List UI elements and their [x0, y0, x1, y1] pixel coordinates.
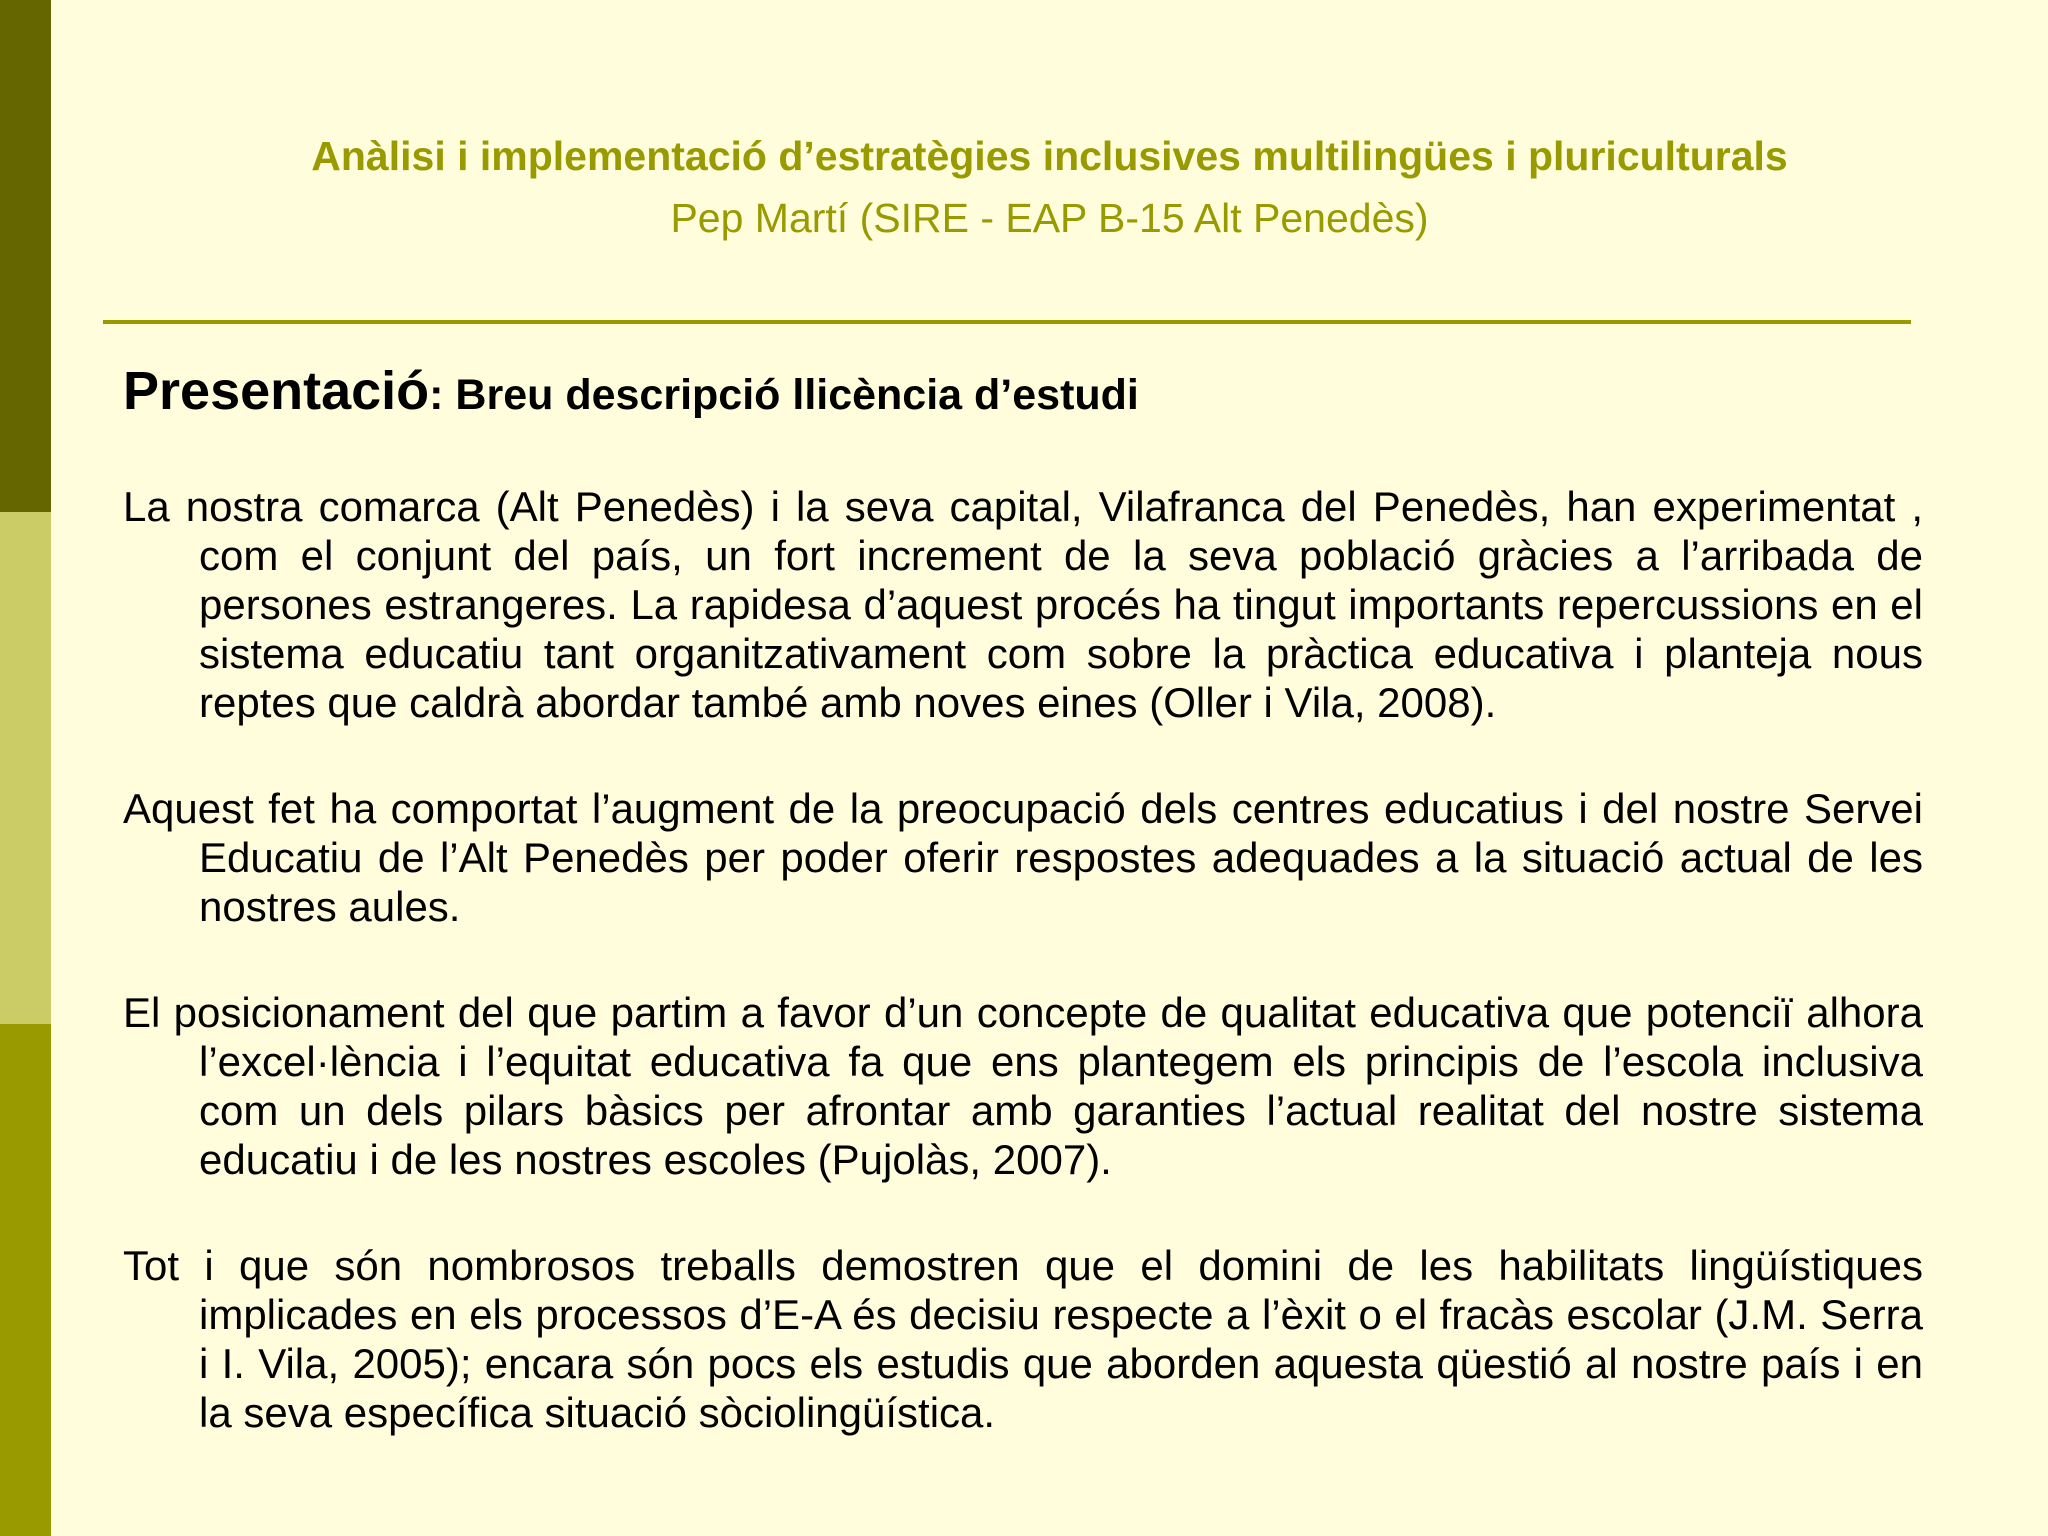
title-divider: [103, 320, 1911, 324]
paragraph-2: Aquest fet ha comportat l’augment de la preocupació dels centres educatius i del nostre Servei Educatiu de l’Alt Penedès per poder oferir respostes adequades a la situació actual de les nostres aules.: [123, 785, 1923, 930]
slide-title: Anàlisi i implementació d’estratègies inclusives multilingües i pluriculturals: [311, 133, 1788, 179]
side-bar-top: [0, 0, 51, 512]
paragraph-1: La nostra comarca (Alt Penedès) i la seva capital, Vilafranca del Penedès, han experimentat , com el conjunt del país, un fort increment de la seva població gràcies a l’arribada de persones estrangeres. La rapidesa d’aquest procés ha tingut importants repercussions en el sistema educatiu tant organitzativament com sobre la pràctica educativa i planteja nous reptes que caldrà abordar també amb noves eines (Oller i Vila, 2008).: [123, 483, 1923, 726]
body-text: [123, 482, 1923, 1494]
paragraph-3: El posicionament del que partim a favor d’un concepte de qualitat educativa que potenciï alhora l’excel·lència i l’equitat educativa fa que ens plantegem els principis de l’escola inclusiva com un dels pilars bàsics per afrontar amb garanties l’actual realitat del nostre sistema educatiu i de les nostres escoles (Pujolàs, 2007).: [123, 989, 1923, 1183]
side-bar-bottom: [0, 1024, 51, 1536]
heading-sub: : Breu descripció llicència d’estudi: [429, 371, 1139, 419]
slide-subtitle: Pep Martí (SIRE - EAP B-15 Alt Penedès): [670, 195, 1429, 241]
heading-main: Presentació: [123, 361, 430, 421]
section-heading: [123, 358, 1139, 438]
side-bar-middle: [0, 512, 51, 1024]
paragraph-4: Tot i que són nombrosos treballs demostren que el domini de les habilitats lingüístiques implicades en els processos d’E-A és decisiu respecte a l’èxit o el fracàs escolar (J.M. Serra i I. Vila, 2005); encara són pocs els estudis que aborden aquesta qüestió al nostre país i en la seva específica situació sòciolingüística.: [123, 1242, 1923, 1436]
